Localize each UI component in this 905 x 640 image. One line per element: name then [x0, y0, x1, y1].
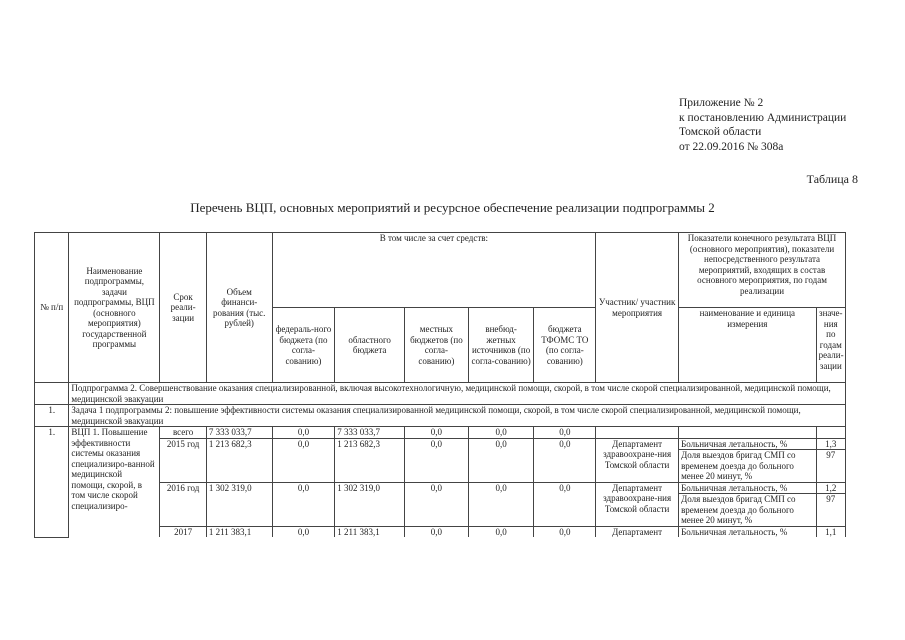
volume-cell: 7 333 033,7 [206, 427, 272, 439]
offbudget-cell: 0,0 [468, 427, 534, 439]
header-volume: Объем финанси-рования (тыс. рублей) [206, 233, 272, 383]
header-tfoms: бюджета ТФОМС ТО (по согла-сованию) [534, 308, 596, 383]
term-cell: 2015 год [160, 438, 207, 482]
indicator-name-cell: Доля выездов бригад СМП со временем доезда до больного менее 20 минут, % [679, 450, 817, 483]
indicator-value-cell: 97 [816, 450, 845, 483]
participant-cell: Департамент здравоохране-ния Томской области [596, 438, 679, 482]
indicator-name-cell: Доля выездов бригад СМП со временем доезда до больного менее 20 минут, % [679, 494, 817, 527]
volume-cell: 1 211 383,1 [206, 526, 272, 537]
tfoms-cell: 0,0 [534, 482, 596, 526]
subprogram-text: Подпрограмма 2. Совершенствование оказания специализированной, включая высокотехнологичную, медицинской помощи, скорой, в том числе скорой специализированной, медицинской помощи, медицинской эвакуации [69, 383, 846, 405]
regional-cell: 1 213 682,3 [335, 438, 405, 482]
term-cell: всего [160, 427, 207, 439]
subprogram-row [35, 383, 846, 405]
appendix-line: Томской области [679, 126, 762, 138]
indicator-value-cell: 1,1 [816, 526, 845, 537]
header-indicator-name: наименование и единица измерения [679, 308, 817, 383]
num-cell [35, 383, 69, 405]
term-cell: 2017 [160, 526, 207, 537]
header-row [35, 233, 846, 308]
header-indicators: Показатели конечного результата ВЦП (основного мероприятия), показатели непосредственного результата мероприятий, входящих в состав основного мероприятия, по годам реализации [679, 233, 846, 308]
task-num: 1. [35, 405, 69, 427]
term-cell: 2016 год [160, 482, 207, 526]
header-num: № п/п [35, 233, 69, 383]
indicator-value-cell: 1,3 [816, 438, 845, 450]
federal-cell: 0,0 [272, 526, 335, 537]
federal-cell: 0,0 [272, 427, 335, 439]
task-row [35, 405, 846, 427]
header-local: местных бюджетов (по согла-сованию) [405, 308, 469, 383]
local-cell: 0,0 [405, 526, 469, 537]
regional-cell: 1 302 319,0 [335, 482, 405, 526]
participant-cell: Департамент здравоохране-ния Томской области [596, 482, 679, 526]
indicator-value-cell: 97 [816, 494, 845, 527]
tfoms-cell: 0,0 [534, 438, 596, 482]
header-indicator-value: значе-ния по годам реали-зации [816, 308, 845, 383]
regional-cell: 1 211 383,1 [335, 526, 405, 537]
header-participant: Участник/ участник мероприятия [596, 233, 679, 383]
volume-cell: 1 213 682,3 [206, 438, 272, 482]
header-regional: областного бюджета [335, 308, 405, 383]
regional-cell: 7 333 033,7 [335, 427, 405, 439]
indicator-value-cell: 1,2 [816, 482, 845, 494]
participant-cell: Департамент [596, 526, 679, 537]
local-cell: 0,0 [405, 438, 469, 482]
header-federal: федераль-ного бюджета (по согла-сованию) [272, 308, 335, 383]
appendix-line: Приложение № 2 [679, 97, 764, 109]
total-row [35, 427, 846, 439]
header-including: В том числе за счет средств: [272, 233, 596, 308]
table-label: Таблица 8 [806, 172, 858, 186]
appendix-line: к постановлению Администрации [679, 111, 847, 124]
tfoms-cell: 0,0 [534, 427, 596, 439]
federal-cell: 0,0 [272, 482, 335, 526]
header-term: Срок реали-зации [160, 233, 207, 383]
offbudget-cell: 0,0 [468, 526, 534, 537]
indicator-name-cell: Больничная летальность, % [679, 438, 817, 450]
indicator-name-cell [679, 427, 817, 439]
local-cell: 0,0 [405, 482, 469, 526]
volume-cell: 1 302 319,0 [206, 482, 272, 526]
federal-cell: 0,0 [272, 438, 335, 482]
task-text: Задача 1 подпрограммы 2: повышение эффективности системы оказания специализированной медицинской помощи, скорой, в том числе скорой специализированной, медицинской помощи, медицинской эвакуации [69, 405, 846, 427]
appendix-block [679, 96, 846, 154]
participant-cell [596, 427, 679, 439]
document-title: Перечень ВЦП, основных мероприятий и ресурсное обеспечение реализации подпрограммы 2 [190, 200, 715, 215]
offbudget-cell: 0,0 [468, 438, 534, 482]
indicator-name-cell: Больничная летальность, % [679, 482, 817, 494]
header-name: Наименование подпрограммы, задачи подпрограммы, ВЦП (основного мероприятия) государственной программы [69, 233, 160, 383]
local-cell: 0,0 [405, 427, 469, 439]
header-offbudget: внебюд-жетных источников (по согла-сованию) [468, 308, 534, 383]
indicator-name-cell: Больничная летальность, % [679, 526, 817, 537]
vcp-num: 1. [35, 427, 69, 538]
tfoms-cell: 0,0 [534, 526, 596, 537]
offbudget-cell: 0,0 [468, 482, 534, 526]
funding-table [34, 232, 846, 538]
appendix-line: от 22.09.2016 № 308а [679, 140, 784, 153]
indicator-value-cell [816, 427, 845, 439]
vcp-name: ВЦП 1. Повышение эффективности системы оказания специализиро-ванной медицинской помощи, скорой, в том числе скорой специализиро- [69, 427, 160, 538]
